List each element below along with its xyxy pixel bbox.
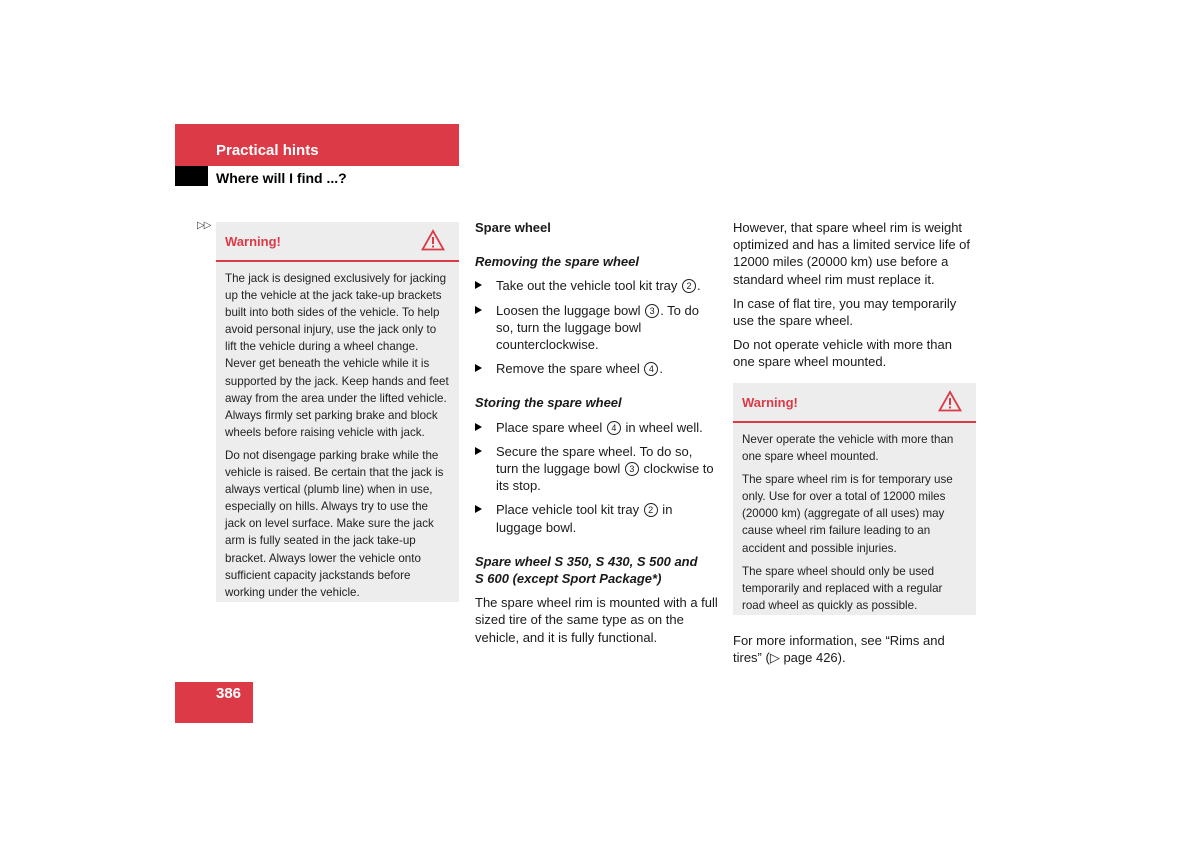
warning-paragraph: The jack is designed exclusively for jacking up the vehicle at the jack take-up brackets built into both sides of the vehicle. To help avoid personal injury, use the jack only to lift the vehicle during a wheel change. Never get beneath the vehicle while it is supported by the jack. Keep hands and feet away from the area under the lifted vehicle. Always firmly set parking brake and block wheels before raising vehicle with jack. [225,272,449,439]
warning-body [733,423,976,622]
warning-triangle-icon [421,229,445,256]
paragraph: In case of flat tire, you may temporarily use the spare wheel. [733,295,957,329]
bullet-triangle-icon [475,306,482,314]
warning-body [216,262,459,609]
bullet-triangle-icon [475,364,482,372]
subsection-title: Where will I find ...? [216,170,347,186]
warning-header [733,383,976,423]
bullet-triangle-icon [475,505,482,513]
step-item: Place vehicle tool kit tray 2 in luggage bowl. [475,501,718,535]
header-marker [175,166,208,186]
warning-box-jack [216,222,459,602]
warning-box-spare-wheel [733,383,976,615]
middle-column [475,219,718,646]
warning-header [216,222,459,262]
callout-number: 4 [644,362,658,376]
step-item: Place spare wheel 4 in wheel well. [475,419,718,436]
paragraph: Do not operate vehicle with more than one spare wheel mounted. [733,337,952,370]
cross-reference[interactable]: For more information, see “Rims and tires” (▷ page 426). [733,633,945,666]
step-item: Remove the spare wheel 4 . [475,360,718,377]
more-info [733,632,976,666]
removing-heading: Removing the spare wheel [475,254,639,270]
callout-number: 2 [644,503,658,517]
warning-label: Warning! [742,395,798,410]
step-item: Secure the spare wheel. To do so, turn the luggage bowl 3 clockwise to its stop. [475,443,718,495]
continuation-marker: ▷▷ [197,220,211,231]
warning-paragraph: The spare wheel should only be used temporarily and replaced with a regular road wheel as quickly as possible. [742,564,943,612]
paragraph: However, that spare wheel rim is weight optimized and has a limited service life of 12000 miles (20000 km) use before a standard wheel rim must replace it. [733,220,971,287]
warning-label: Warning! [225,234,281,249]
step-item: Loosen the luggage bowl 3 . To do so, turn the luggage bowl counterclockwise. [475,302,718,354]
section-title: Practical hints [216,142,319,159]
page-number-box [175,682,253,723]
bullet-triangle-icon [475,281,482,289]
page-number: 386 [216,685,242,702]
warning-paragraph: Do not disengage parking brake while the vehicle is raised. Be certain that the jack is always vertical (plumb line) when in use, especially on hills. Always try to use the jack on level surface. Make sure the jack arm is fully seated in the jack take-up bracket. Always lower the vehicle onto sufficient capacity jackstands before working under the vehicle. [225,448,444,599]
models-heading: Spare wheel S 350, S 430, S 500 and S 600 (except Sport Package*) [475,553,698,587]
warning-paragraph: Never operate the vehicle with more than one spare wheel mounted. [742,433,954,464]
warning-paragraph: The spare wheel rim is for temporary use only. Use for over a total of 12000 miles (20000 km) (aggregate of all uses) may cause wheel rim failure leading to an accident and possible injuries. [742,473,953,555]
callout-number: 2 [682,279,696,293]
callout-number: 3 [625,462,639,476]
models-text: The spare wheel rim is mounted with a full sized tire of the same type as on the vehicle, and it is fully functional. [475,595,718,645]
spare-wheel-heading: Spare wheel [475,220,551,235]
bullet-triangle-icon [475,447,482,455]
right-column [733,219,976,371]
warning-triangle-icon [938,390,962,417]
bullet-triangle-icon [475,423,482,431]
storing-heading: Storing the spare wheel [475,395,622,411]
step-item: Take out the vehicle tool kit tray 2 . [475,277,718,294]
callout-number: 4 [607,421,621,435]
callout-number: 3 [645,304,659,318]
